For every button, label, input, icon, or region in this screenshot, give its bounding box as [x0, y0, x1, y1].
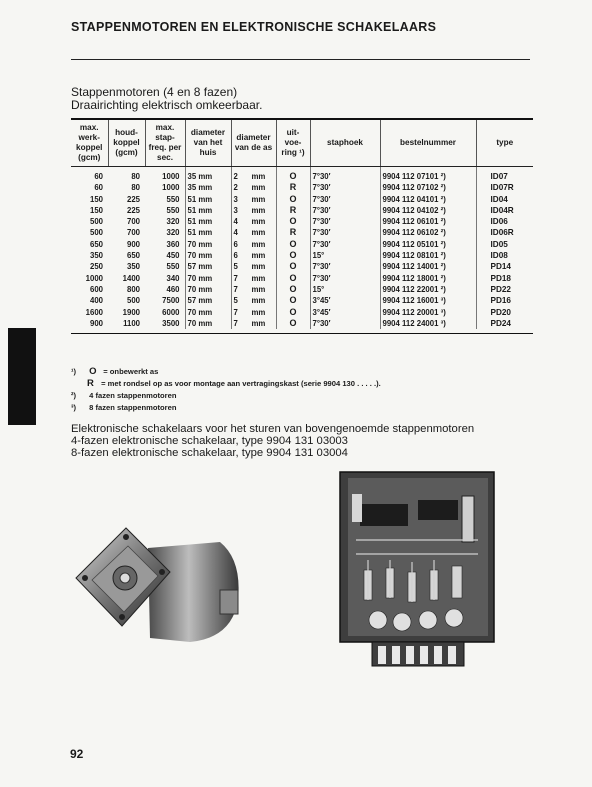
cell-staphoek: 3°45′: [310, 295, 380, 306]
cell-diameter-as-value: 7: [233, 273, 238, 283]
cell-diameter-as: [231, 261, 276, 272]
cell-diameter-as: [231, 167, 276, 183]
table-row: [71, 273, 533, 284]
switch-board-photo: [338, 470, 498, 670]
cell-type: PD18: [476, 273, 533, 284]
stepper-motor-photo: [70, 520, 245, 660]
cell-diameter-as-value: 2: [233, 172, 238, 181]
cell-stap-freq: 550: [166, 262, 180, 272]
cell-houd-koppel: 350: [126, 262, 140, 272]
cell-diameter-huis: 35 mm: [185, 167, 231, 183]
cell-diameter-huis: 51 mm: [185, 227, 231, 238]
header-diameter-as: diameter van de as: [231, 120, 276, 167]
cell-diameter-as-unit: mm: [251, 273, 266, 283]
cell-stap-freq: 340: [166, 273, 180, 283]
cell-bestelnummer: 9904 112 06102 ²): [380, 227, 476, 238]
table-row: [71, 295, 533, 306]
cell-type: ID08: [476, 250, 533, 261]
cell-werk-koppel: 600: [89, 284, 103, 294]
subtitle-line-2: Draairichting elektrisch omkeerbaar.: [71, 98, 263, 112]
cell-werk-koppel: 150: [89, 205, 103, 215]
table-body: [71, 167, 533, 330]
cell-houd-koppel: 500: [126, 296, 140, 306]
cell-staphoek: 7°30′: [310, 239, 380, 250]
cell-diameter-as: [231, 295, 276, 306]
cell-uitvoering: O: [276, 273, 310, 284]
cell-diameter-as-unit: mm: [251, 307, 266, 317]
footnote-3-marker: ³): [71, 403, 77, 412]
table-row: [71, 239, 533, 250]
footnote-1-o: [71, 366, 381, 378]
cell-type: ID04: [476, 194, 533, 205]
cell-houd-koppel: 80: [131, 183, 140, 193]
cell-uitvoering: R: [276, 205, 310, 216]
cell-uitvoering: O: [276, 295, 310, 306]
table-row: [71, 167, 533, 183]
cell-diameter-as-unit: mm: [251, 217, 266, 227]
cell-diameter-huis: 51 mm: [185, 216, 231, 227]
cell-stap-freq: 460: [166, 284, 180, 294]
cell-houd-koppel: 800: [126, 284, 140, 294]
cell-diameter-as-value: 3: [233, 194, 238, 204]
cell-bestelnummer: 9904 112 22001 ²): [380, 284, 476, 295]
cell-uitvoering: O: [276, 239, 310, 250]
cell-diameter-as-value: 5: [233, 262, 238, 272]
cell-type: PD24: [476, 318, 533, 329]
cell-staphoek: 7°30′: [310, 318, 380, 329]
cell-diameter-huis: 70 mm: [185, 273, 231, 284]
cell-staphoek: 7°30′: [310, 216, 380, 227]
cell-houd-koppel: 225: [126, 205, 140, 215]
cell-diameter-as: [231, 250, 276, 261]
cell-uitvoering: O: [276, 216, 310, 227]
footnote-3: [71, 402, 381, 414]
cell-houd-koppel: 80: [131, 172, 140, 181]
cell-diameter-as-value: 5: [233, 296, 238, 306]
cell-werk-koppel: 350: [89, 251, 103, 261]
table-row: [71, 216, 533, 227]
cell-diameter-as-unit: mm: [251, 172, 266, 181]
cell-type: ID07: [476, 167, 533, 183]
cell-staphoek: 7°30′: [310, 205, 380, 216]
cell-uitvoering: O: [276, 167, 310, 183]
cell-diameter-as-value: 4: [233, 228, 238, 238]
cell-diameter-huis: 70 mm: [185, 239, 231, 250]
cell-diameter-as-value: 7: [233, 284, 238, 294]
cell-stap-freq: 6000: [162, 307, 180, 317]
switch-description: [71, 423, 474, 459]
cell-type: PD16: [476, 295, 533, 306]
cell-diameter-as: [231, 307, 276, 318]
footnote-1-r: [71, 378, 381, 390]
table-row: [71, 261, 533, 272]
header-diameter-huis: diameter van het huis: [185, 120, 231, 167]
cell-diameter-as: [231, 284, 276, 295]
footnote-1-text-o: = onbewerkt as: [103, 367, 159, 376]
cell-type: ID07R: [476, 182, 533, 193]
cell-staphoek: 7°30′: [310, 182, 380, 193]
page-number: 92: [70, 747, 84, 761]
footnote-1-code-o: O: [89, 366, 97, 377]
cell-stap-freq: 320: [166, 228, 180, 238]
cell-diameter-as: [231, 318, 276, 329]
cell-diameter-as-value: 6: [233, 239, 238, 249]
cell-houd-koppel: 650: [126, 251, 140, 261]
header-bestelnummer: bestelnummer: [380, 120, 476, 167]
section-subtitle: [71, 86, 262, 112]
cell-stap-freq: 550: [166, 194, 180, 204]
cell-houd-koppel: 1900: [122, 307, 140, 317]
cell-diameter-as: [231, 182, 276, 193]
cell-bestelnummer: 9904 112 08101 ²): [380, 250, 476, 261]
table-row: [71, 307, 533, 318]
description-line-1: Elektronische schakelaars voor het sturen van bovengenoemde stappenmotoren: [71, 423, 475, 435]
cell-diameter-as: [231, 273, 276, 284]
page-title: STAPPENMOTOREN EN ELEKTRONISCHE SCHAKELAARS: [71, 20, 437, 34]
header-werk-koppel: max. werk- koppel (gcm): [71, 120, 108, 167]
table-row: [71, 250, 533, 261]
header-staphoek: staphoek: [310, 120, 380, 167]
cell-type: PD14: [476, 261, 533, 272]
cell-diameter-as: [231, 227, 276, 238]
header-rule: [71, 59, 530, 60]
cell-houd-koppel: 700: [126, 217, 140, 227]
cell-bestelnummer: 9904 112 04101 ²): [380, 194, 476, 205]
cell-staphoek: 7°30′: [310, 167, 380, 183]
cell-type: ID05: [476, 239, 533, 250]
cell-diameter-as: [231, 194, 276, 205]
table-row: [71, 227, 533, 238]
cell-diameter-as-unit: mm: [251, 194, 266, 204]
cell-bestelnummer: 9904 112 07101 ²): [380, 167, 476, 183]
footnote-2: [71, 390, 381, 402]
cell-stap-freq: 320: [166, 217, 180, 227]
cell-bestelnummer: 9904 112 18001 ²): [380, 273, 476, 284]
cell-werk-koppel: 60: [94, 183, 103, 193]
stepper-motor-table: [71, 118, 533, 334]
cell-werk-koppel: 500: [89, 228, 103, 238]
cell-diameter-as-unit: mm: [251, 183, 266, 193]
cell-diameter-as-unit: mm: [251, 318, 266, 328]
cell-diameter-as: [231, 205, 276, 216]
cell-diameter-huis: 51 mm: [185, 205, 231, 216]
cell-stap-freq: 1000: [162, 183, 180, 193]
cell-diameter-as-unit: mm: [251, 296, 266, 306]
cell-werk-koppel: 1000: [85, 273, 103, 283]
cell-uitvoering: R: [276, 227, 310, 238]
table-row: [71, 205, 533, 216]
cell-werk-koppel: 60: [94, 172, 103, 181]
cell-type: ID06: [476, 216, 533, 227]
cell-staphoek: 15°: [310, 250, 380, 261]
cell-houd-koppel: 225: [126, 194, 140, 204]
table-header-row: [71, 120, 533, 167]
cell-werk-koppel: 900: [89, 318, 103, 328]
cell-werk-koppel: 650: [89, 239, 103, 249]
cell-diameter-huis: 57 mm: [185, 261, 231, 272]
cell-type: ID04R: [476, 205, 533, 216]
cell-diameter-as-unit: mm: [251, 284, 266, 294]
cell-diameter-as-unit: mm: [251, 251, 266, 261]
cell-diameter-huis: 51 mm: [185, 194, 231, 205]
cell-diameter-as-unit: mm: [251, 262, 266, 272]
cell-type: PD22: [476, 284, 533, 295]
cell-diameter-huis: 70 mm: [185, 318, 231, 329]
cell-diameter-as-value: 7: [233, 318, 238, 328]
header-houd-koppel: houd- koppel (gcm): [108, 120, 145, 167]
footnote-2-text: 4 fazen stappenmotoren: [89, 391, 177, 400]
cell-diameter-as: [231, 239, 276, 250]
cell-stap-freq: 450: [166, 251, 180, 261]
cell-staphoek: 7°30′: [310, 261, 380, 272]
cell-bestelnummer: 9904 112 06101 ²): [380, 216, 476, 227]
cell-bestelnummer: 9904 112 16001 ³): [380, 295, 476, 306]
cell-diameter-huis: 57 mm: [185, 295, 231, 306]
cell-stap-freq: 360: [166, 239, 180, 249]
cell-stap-freq: 7500: [162, 296, 180, 306]
cell-bestelnummer: 9904 112 07102 ²): [380, 182, 476, 193]
table-row: [71, 182, 533, 193]
cell-staphoek: 15°: [310, 284, 380, 295]
cell-uitvoering: O: [276, 307, 310, 318]
cell-stap-freq: 550: [166, 205, 180, 215]
cell-stap-freq: 1000: [162, 172, 180, 181]
header-type: type: [476, 120, 533, 167]
cell-werk-koppel: 250: [89, 262, 103, 272]
cell-bestelnummer: 9904 112 14001 ²): [380, 261, 476, 272]
cell-type: ID06R: [476, 227, 533, 238]
cell-diameter-as-value: 2: [233, 183, 238, 193]
footnote-1-text-r: = met rondsel op as voor montage aan vertragingskast (serie 9904 130 . . . . .).: [101, 379, 381, 388]
cell-uitvoering: O: [276, 261, 310, 272]
cell-werk-koppel: 1600: [85, 307, 103, 317]
cell-diameter-as-unit: mm: [251, 205, 266, 215]
cell-uitvoering: O: [276, 194, 310, 205]
cell-uitvoering: O: [276, 318, 310, 329]
cell-staphoek: 3°45′: [310, 307, 380, 318]
cell-diameter-as-value: 7: [233, 307, 238, 317]
cell-werk-koppel: 400: [89, 296, 103, 306]
cell-bestelnummer: 9904 112 05101 ²): [380, 239, 476, 250]
table-bottom-rule: [71, 333, 533, 334]
cell-diameter-as-unit: mm: [251, 228, 266, 238]
footnote-1-code-r: R: [87, 378, 94, 389]
cell-werk-koppel: 150: [89, 194, 103, 204]
section-tab-marker: [8, 328, 36, 425]
footnote-2-marker: ²): [71, 391, 77, 400]
cell-staphoek: 7°30′: [310, 194, 380, 205]
cell-type: PD20: [476, 307, 533, 318]
cell-staphoek: 7°30′: [310, 227, 380, 238]
footnote-1-marker: ¹): [71, 367, 77, 376]
cell-stap-freq: 3500: [162, 318, 180, 328]
footnotes: [71, 366, 381, 414]
cell-diameter-huis: 70 mm: [185, 307, 231, 318]
table-row: [71, 284, 533, 295]
cell-diameter-huis: 35 mm: [185, 182, 231, 193]
cell-diameter-huis: 70 mm: [185, 250, 231, 261]
cell-houd-koppel: 1100: [123, 318, 140, 328]
cell-diameter-huis: 70 mm: [185, 284, 231, 295]
cell-bestelnummer: 9904 112 20001 ³): [380, 307, 476, 318]
description-line-3: 8-fazen elektronische schakelaar, type 9904 131 03004: [71, 447, 348, 459]
footnote-3-text: 8 fazen stappenmotoren: [89, 403, 177, 412]
cell-bestelnummer: 9904 112 24001 ³): [380, 318, 476, 329]
cell-staphoek: 7°30′: [310, 273, 380, 284]
cell-diameter-as-value: 6: [233, 251, 238, 261]
table-row: [71, 318, 533, 329]
cell-houd-koppel: 700: [126, 228, 140, 238]
cell-houd-koppel: 1400: [122, 273, 140, 283]
description-line-2: 4-fazen elektronische schakelaar, type 9904 131 03003: [71, 435, 348, 447]
cell-uitvoering: O: [276, 284, 310, 295]
header-uitvoering: uit- voe- ring ¹): [276, 120, 310, 167]
cell-diameter-as: [231, 216, 276, 227]
cell-houd-koppel: 900: [126, 239, 140, 249]
table-row: [71, 194, 533, 205]
cell-bestelnummer: 9904 112 04102 ²): [380, 205, 476, 216]
cell-uitvoering: O: [276, 250, 310, 261]
cell-diameter-as-value: 3: [233, 205, 238, 215]
header-stap-freq: max. stap- freq. per sec.: [145, 120, 185, 167]
cell-diameter-as-unit: mm: [251, 239, 266, 249]
cell-diameter-as-value: 4: [233, 217, 238, 227]
cell-werk-koppel: 500: [89, 217, 103, 227]
cell-uitvoering: R: [276, 182, 310, 193]
subtitle-line-1: Stappenmotoren (4 en 8 fazen): [71, 85, 238, 99]
